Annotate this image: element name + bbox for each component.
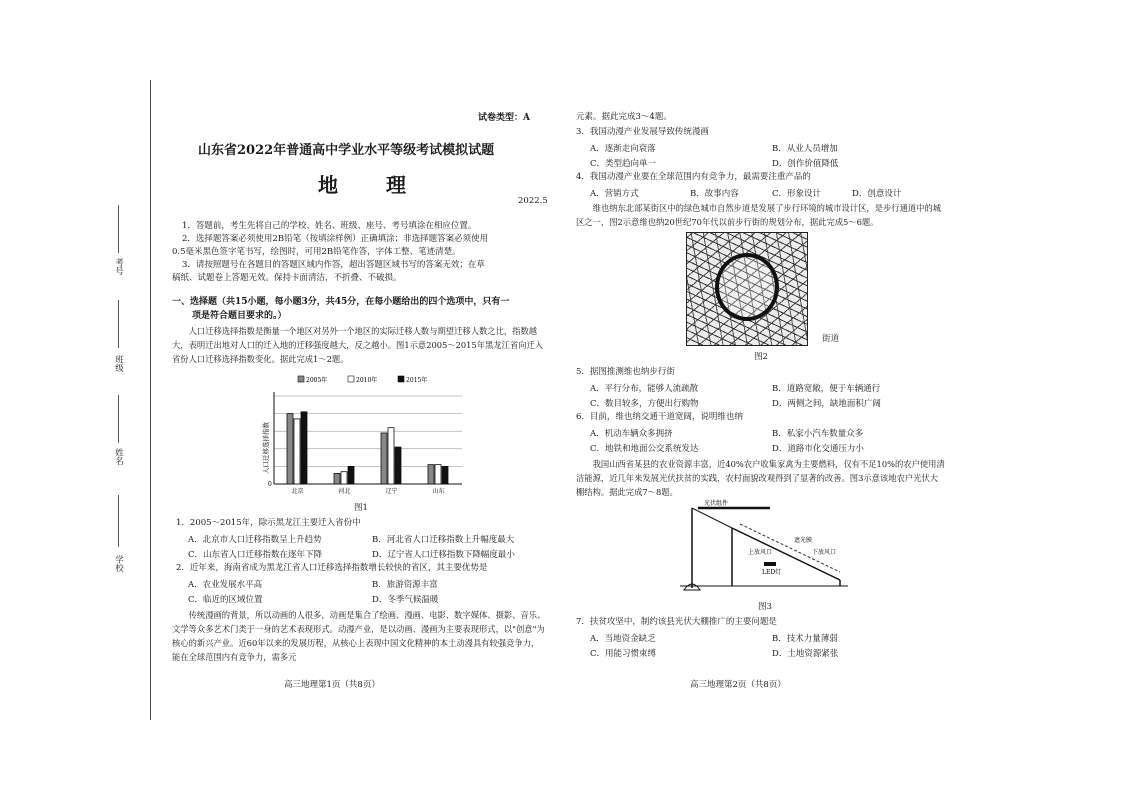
q7-option-d[interactable]: D．土地资源紧张 [772, 649, 839, 659]
q5-option-c[interactable]: C．数目较多，方便出行购物 [590, 399, 699, 409]
margin-label-xingming: 姓名 [113, 448, 124, 465]
question-4: 4．我国动漫产业要在全球范围内有竞争力，最需要注重产品的 [576, 172, 811, 182]
margin-underline [118, 205, 119, 253]
legend-swatch [398, 376, 404, 382]
fig2-caption: 图2 [754, 352, 768, 362]
fig3-label-led: LED灯 [762, 569, 782, 576]
margin-label-banji: 班级 [113, 355, 124, 372]
q2-option-a[interactable]: A．农业发展水平高 [188, 580, 263, 590]
bar [334, 473, 340, 484]
question-7: 7．扶贫攻坚中，制约该县光伏大棚推广的主要问题是 [576, 617, 777, 627]
bar [301, 412, 307, 484]
q3-option-d[interactable]: D．创作价值降低 [772, 159, 839, 169]
note-line: 1．答题前，考生先将自己的学校、姓名、班级、座号、考号填涂在相应位置。 [182, 221, 477, 231]
led-lamp [764, 562, 776, 566]
section-header: 项是符合题目要求的。） [192, 311, 287, 321]
q3-option-c[interactable]: C．类型趋向单一 [590, 159, 657, 169]
note-line: 3．请按照题号在各题目的答题区域内作答，超出答题区域书写的答案无效；在草 [182, 260, 485, 270]
exam-title: 山东省2022年普通高中学业水平等级考试模拟试题 [198, 143, 495, 158]
q1-option-d[interactable]: D．辽宁省人口迁移指数下降幅度最小 [372, 550, 515, 560]
legend-label: 2015年 [406, 377, 428, 384]
question-2: 2．近年来，海南省成为黑龙江省人口迁移选择指数增长较快的省区，其主要优势是 [176, 563, 488, 573]
paper-type: 试卷类型：A [478, 113, 530, 123]
question-6: 6．目前，维也纳交通干道宽阔，说明维也纳 [576, 412, 743, 422]
fig1-ylabel: 人口迁移选择指数 [262, 422, 270, 474]
q6-option-d[interactable]: D．道路市化交通压力小 [772, 444, 864, 454]
q5-option-a[interactable]: A．平行分布，能够人流疏散 [590, 384, 699, 394]
section-header: 一、选择题（共15小题，每小题3分，共45分，在每小题给出的四个选项中，只有一 [172, 297, 510, 307]
q7-option-b[interactable]: B．技术力量薄弱 [772, 634, 838, 644]
fig2-label: 街道 [822, 334, 840, 344]
q1-option-c[interactable]: C．山东省人口迁移指数在逐年下降 [188, 550, 323, 560]
margin-label-xuexiao: 学校 [113, 555, 124, 572]
figure3-diagram [670, 498, 870, 598]
note-line: 0.5毫米黑色签字笔书写，绘图时，可用2B铅笔作答，字体工整、笔迹清楚。 [172, 247, 461, 257]
bar [388, 428, 394, 484]
bar [435, 465, 441, 484]
bar [287, 414, 293, 484]
binding-margin-line [150, 80, 151, 720]
margin-label-kaohao: 考号 [113, 258, 124, 275]
exam-date: 2022.5 [518, 196, 548, 206]
q4-option-d[interactable]: D．创意设计 [852, 189, 902, 199]
bar [381, 433, 387, 484]
category-label: 河北 [338, 488, 351, 495]
q6-option-c[interactable]: C．地铁和地面公交系统发达 [590, 444, 699, 454]
q7-option-c[interactable]: C．用能习惯束缚 [590, 649, 657, 659]
intro-q7-8: 我国山西省某县的农业资源丰富，近40%农户收集家禽为主要燃料，仅有不足10%的农户使用清洁能源，近几年来发展光伏扶贫的实践，农村面貌改观得到了显著的改善。图3示意该地农户光伏大棚结构。据此完成7～8题。 [576, 459, 945, 497]
intro-q5-6: 维也纳东北部某街区中的绿色城市自然步道是发展了步行环境的城市设计区，是步行通道中的城区之一，图2示意维也纳20世纪70年代以前步行街的规划分布，据此完成5～6题。 [576, 203, 942, 227]
q7-option-a[interactable]: A．当地资金缺乏 [590, 634, 656, 644]
figure2-map [686, 232, 808, 346]
margin-underline [118, 300, 119, 348]
bar [348, 466, 354, 484]
q3-option-a[interactable]: A．逐渐走向衰落 [590, 144, 656, 154]
q3-option-b[interactable]: B．从业人员增加 [772, 144, 838, 154]
note-line: 2．选择题答案必须使用2B铅笔（按填涂样例）正确填涂；非选择题答案必须使用 [182, 234, 489, 244]
fig3-label-vent-upper: 上放风口 [748, 549, 773, 556]
bar [395, 447, 401, 484]
category-label: 北京 [291, 488, 304, 495]
q5-option-d[interactable]: D．两侧之间，缺地面积广阔 [772, 399, 881, 409]
continued-line: 元素。据此完成3～4题。 [576, 112, 672, 122]
category-label: 山东 [432, 488, 445, 495]
question-1: 1．2005～2015年，除示黑龙江主要迁入省份中 [176, 518, 361, 528]
figure1-chart [240, 370, 470, 500]
q6-option-b[interactable]: B．私家小汽车数量众多 [772, 429, 864, 439]
fig3-caption: 图3 [758, 602, 772, 612]
q4-option-a[interactable]: A．营销方式 [590, 189, 639, 199]
q5-option-b[interactable]: B．道路宽敞，便于车辆通行 [772, 384, 881, 394]
q2-option-c[interactable]: C．临近的区域位置 [188, 595, 263, 605]
question-5: 5．据图推测维也纳步行街 [576, 367, 675, 377]
q2-option-d[interactable]: D．冬季气候温暖 [372, 595, 439, 605]
note-line: 稿纸、试题卷上答题无效。保持卡面清洁，不折叠、不破损。 [172, 273, 402, 283]
question-3: 3．我国动漫产业发展导致传统漫画 [576, 127, 709, 137]
legend-label: 2010年 [356, 377, 378, 384]
q1-option-a[interactable]: A．北京市人口迁移指数呈上升趋势 [188, 535, 322, 545]
bar [442, 466, 448, 484]
fig3-label-vent-lower: 下放风口 [812, 549, 837, 556]
legend-swatch [348, 376, 354, 382]
bar [341, 472, 347, 484]
connect-line [692, 508, 732, 528]
page2-footer: 高三地理第2页（共8页） [690, 680, 786, 690]
fig3-label-shade: 遮光膜 [794, 537, 813, 544]
category-label: 辽宁 [385, 488, 398, 495]
intro-q1-2: 人口迁移选择指数是衡量一个地区对另外一个地区的实际迁移人数与期望迁移人数之比，指数越大，表明迁出地对人口的迁入地的迁移强度越大，反之越小。图1示意2005～2015年黑龙江省向迁入省份人口迁移选择指数变化。据此完成1～2题。 [172, 326, 544, 364]
fig3-label-pv: 光伏组件 [704, 500, 729, 507]
q4-option-c[interactable]: C．形象设计 [772, 189, 822, 199]
shade-film [740, 524, 840, 572]
q2-option-b[interactable]: B．旅游资源丰富 [372, 580, 438, 590]
intro-q3-4: 传统漫画的背景，所以动画的人很多，动画是集合了绘画、漫画、电影、数字媒体、摄影、音乐、文学等众多艺术门类于一身的艺术表现形式。动漫产业，是以动画、漫画为主要表现形式，以"创意"为核心的新兴产业。近60年以来的发展历程，从核心上表现中国文化精神的本土动漫具有较强竞争力，能在全球范围内有竞争力，需多元 [172, 610, 546, 662]
q6-option-a[interactable]: A．机动车辆众多拥挤 [590, 429, 673, 439]
ring-road [715, 253, 779, 321]
margin-underline [118, 395, 119, 443]
q1-option-b[interactable]: B．河北省人口迁移指数上升幅度最大 [372, 535, 515, 545]
page1-footer: 高三地理第1页（共8页） [284, 680, 380, 690]
fig1-caption: 图1 [354, 503, 368, 513]
legend-swatch [298, 376, 304, 382]
legend-label: 2005年 [306, 377, 328, 384]
bar [428, 465, 434, 484]
y-tick-label: 0 [268, 481, 272, 488]
q4-option-b[interactable]: B．故事内容 [690, 189, 739, 199]
subject-title: 地 理 [318, 173, 420, 197]
bar [294, 419, 300, 484]
margin-underline [118, 495, 119, 547]
